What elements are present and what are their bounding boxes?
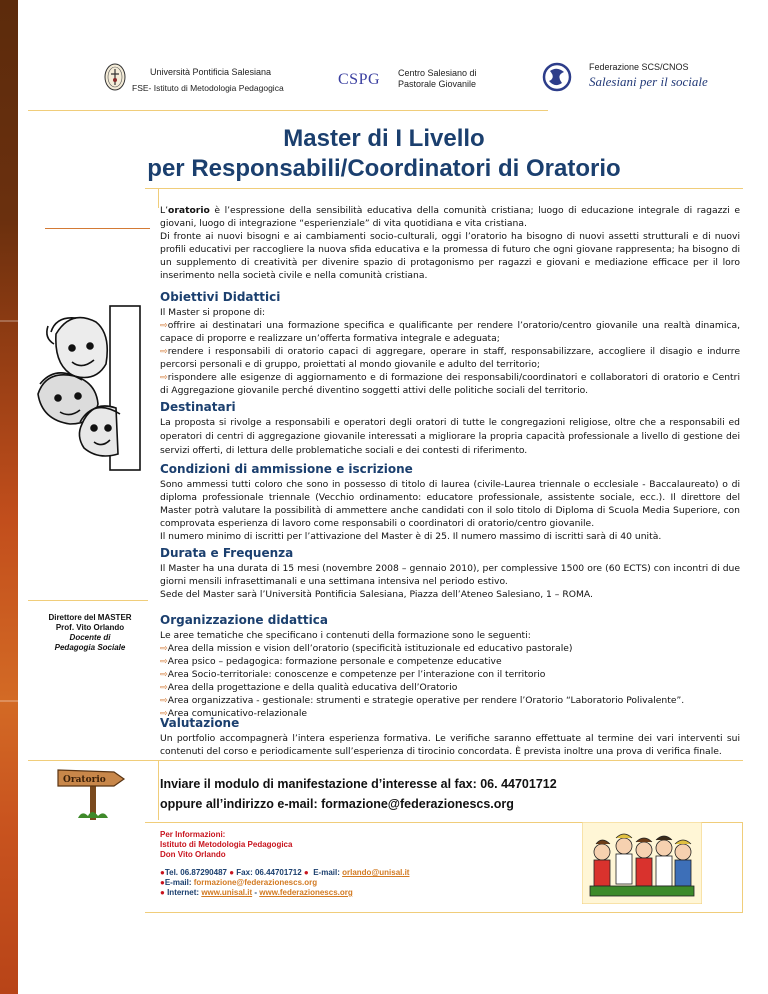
area-item <box>160 681 740 694</box>
area-item-text: Area della mission e vision dell’oratorio (specificità istituzionale ed educativo pastorale) <box>167 643 573 654</box>
web-link-federazione[interactable]: www.federazionescs.org <box>259 888 353 897</box>
email-link-orlando[interactable]: orlando@unisal.it <box>342 868 410 877</box>
cspg-logo: CSPG <box>338 71 381 88</box>
title-line2: per Responsabili/Coordinatori di Oratorio <box>147 155 621 182</box>
institute-name: FSE- Istituto di Metodologia Pedagogica <box>132 83 284 93</box>
obiettivi-item <box>160 371 740 397</box>
email2-label: E-mail: <box>164 878 192 887</box>
obiettivi-item <box>160 345 740 371</box>
intro-lead: L’ <box>160 205 169 216</box>
contact-line-3 <box>160 888 409 898</box>
signpost-label: Oratorio <box>63 775 106 785</box>
director-line4: Pedagogia Sociale <box>54 643 126 652</box>
cnos-logo-icon <box>540 62 574 92</box>
kids-group-illustration <box>582 822 702 904</box>
area-item <box>160 668 740 681</box>
arrow-icon: ⇨ <box>160 643 168 654</box>
arrow-icon: ⇨ <box>160 656 168 667</box>
intro-bold: oratorio <box>168 205 210 216</box>
info-person: Don Vito Orlando <box>160 850 226 859</box>
header-rule <box>28 110 548 111</box>
title-line1: Master di I Livello <box>283 125 485 152</box>
valutazione-text: Un portfolio accompagnerà l’intera esperienza formativa. Le verifiche saranno effettuate al termine dei vari interventi sui contenuti del corso e periodicamente sull’esperienza di tirocinio concordata. È prevista inoltre una prova di verifica finale. <box>160 733 740 757</box>
arrow-icon: ⇨ <box>160 695 168 706</box>
university-name: Università Pontificia Salesiana <box>150 67 272 77</box>
centro-line2: Pastorale Giovanile <box>398 79 477 89</box>
cta-line1: Inviare il modulo di manifestazione d’interesse al fax: 06. 44701712 <box>160 777 557 791</box>
web-separator: - <box>252 888 260 897</box>
info-institute: Istituto di Metodologia Pedagogica <box>160 840 293 849</box>
email-label: E-mail: <box>313 868 340 877</box>
intro-paragraph-1 <box>160 204 740 230</box>
obiettivi-item-text: rendere i responsabili di oratorio capaci di aggregare, operare in staff, responsabilizzare, accogliere il disagio e indurre percorsi personali e di gruppo, proiettati al mondo giovanile e adulto del territorio; <box>160 346 740 370</box>
area-item <box>160 642 740 655</box>
call-to-action <box>160 774 557 814</box>
durata-body <box>160 562 740 601</box>
section-title-organizzazione: Organizzazione didattica <box>160 613 328 627</box>
arrow-icon: ⇨ <box>160 372 168 383</box>
arrow-icon: ⇨ <box>160 346 168 357</box>
title-rule-tick <box>158 188 159 208</box>
organizzazione-body <box>160 629 740 720</box>
arrow-icon: ⇨ <box>160 682 168 693</box>
section-title-durata: Durata e Frequenza <box>160 546 294 560</box>
area-item-text: Area della progettazione e della qualità educativa dell’Oratorio <box>167 682 458 693</box>
area-item-text: Area comunicativo-relazionale <box>167 708 308 719</box>
obiettivi-intro: Il Master si propone di: <box>160 307 266 318</box>
info-heading: Per Informazioni: <box>160 830 226 839</box>
header-logos <box>0 50 768 110</box>
section-title-obiettivi: Obiettivi Didattici <box>160 290 281 304</box>
destinatari-text: La proposta si rivolge a responsabili e operatori degli oratori di tutte le congregazioni religiose, oltre che a responsabili ed operatori di centri di aggregazione giovanile interessati a migliorare la propria capacità professionale a livello di gestione dei servizi offerti, di lettura delle problematiche sociali e dei contesti di riferimento. <box>160 417 740 456</box>
durata-text2: Sede del Master sarà l’Università Pontificia Salesiana, Piazza dell’Ateneo Salesiano, 1 – ROMA. <box>160 589 593 600</box>
bullet-icon: ● <box>303 868 309 877</box>
bullet-icon: ● <box>229 868 235 877</box>
cta-line2: oppure all’indirizzo e-mail: formazione@federazionescs.org <box>160 797 514 811</box>
arrow-icon: ⇨ <box>160 708 168 719</box>
federazione-name: Federazione SCS/CNOS <box>589 62 689 72</box>
director-line3: Docente di <box>69 633 111 642</box>
condizioni-body <box>160 478 740 543</box>
director-line2: Prof. Vito Orlando <box>55 623 125 632</box>
contact-line-2 <box>160 878 409 888</box>
salesiani-tagline: Salesiani per il sociale <box>589 74 708 89</box>
cta-rule <box>28 760 743 761</box>
title-rule <box>145 188 743 189</box>
email-formazione: formazione@federazionescs.org <box>193 878 318 887</box>
arrow-icon: ⇨ <box>160 669 168 680</box>
centro-line1: Centro Salesiano di <box>398 68 477 78</box>
intro-text <box>160 204 740 282</box>
intro-paragraph-2: Di fronte ai nuovi bisogni e ai cambiamenti socio-culturali, oggi l’oratorio ha bisogno di nuovi assetti strutturali e di nuovi profili educativi per raccogliere la nuova sfida educativa e la promessa di futuro che ogni giovane rappresenta; ha bisogno di un supplemento di creatività per divenire spazio di protagonismo per ragazzi e giovani e mediazione efficace per il loro inserimento nella società civile e nella comunità cristiana. <box>160 231 740 281</box>
page-title <box>0 124 768 184</box>
area-item-text: Area Socio-territoriale: conoscenze e competenze per l’interazione con il territorio <box>167 669 546 680</box>
condizioni-text: Sono ammessi tutti coloro che sono in possesso di titolo di laurea (civile-Laurea triennale o ecclesiale - Baccalaureato) o di diploma professionale triennale (Vecchio ordinamento: educatore professionale, assistente sociale, ecc.). Il direttore del Master potrà valutare la possibilità di ammettere anche candidati con il solo titolo di Diploma di Scuola Media Superiore, con comprovata esperienza di lavoro come responsabili o coordinatori di oratorio/centro giovanile. <box>160 479 740 529</box>
fax-number: Fax: 06.44701712 <box>236 868 302 877</box>
bullet-icon: ● <box>160 878 165 887</box>
phone-number: Tel. 06.87290487 <box>164 868 227 877</box>
director-box <box>40 613 140 653</box>
obiettivi-item-text: offrire ai destinatari una formazione specifica e qualificante per rendere l’oratorio/centro giovanile una realtà dinamica, capace di proporre e realizzare un’offerta formativa integrale e adeguata; <box>160 320 740 344</box>
contact-info <box>160 830 409 898</box>
cta-rule-tick <box>158 760 159 820</box>
durata-text: Il Master ha una durata di 15 mesi (novembre 2008 – gennaio 2010), per complessive 1500 ore (60 ECTS) con incontri di due giorni mensili infrasettimanali e una settimana intensiva nel periodo estivo. <box>160 563 740 587</box>
web-link-unisal[interactable]: www.unisal.it <box>201 888 253 897</box>
oratorio-signpost-icon <box>52 766 132 824</box>
contact-line-1 <box>160 868 409 878</box>
area-item <box>160 694 740 707</box>
area-item <box>160 655 740 668</box>
info-rule-right <box>742 822 743 912</box>
condizioni-text2: Il numero minimo di iscritti per l’attivazione del Master è di 25. Il numero massimo di iscritti sarà di 40 unità. <box>160 531 662 542</box>
director-line1: Direttore del MASTER <box>48 613 132 622</box>
area-item-text: Area psico – pedagogica: formazione personale e competenze educative <box>167 656 502 667</box>
section-title-condizioni: Condizioni di ammissione e iscrizione <box>160 462 413 476</box>
intro-rest: è l’espressione della sensibilità educativa della comunità cristiana; luogo di educazione integrale di ragazzi e giovani, luogo di integrazione “esperienziale” di vita quotidiana e vita cristiana. <box>160 205 740 229</box>
side-accent-rule <box>45 228 150 229</box>
university-seal-icon <box>104 63 126 91</box>
internet-label: Internet: <box>167 888 200 897</box>
bullet-icon: ● <box>160 888 165 897</box>
area-item <box>160 707 740 720</box>
arrow-icon: ⇨ <box>160 320 168 331</box>
director-rule <box>28 600 148 601</box>
organizzazione-intro: Le aree tematiche che specificano i contenuti della formazione sono le seguenti: <box>160 630 531 641</box>
section-title-destinatari: Destinatari <box>160 400 236 414</box>
obiettivi-body <box>160 306 740 397</box>
bullet-icon: ● <box>160 868 165 877</box>
info-rule-bottom <box>145 912 743 913</box>
obiettivi-item <box>160 319 740 345</box>
section-title-valutazione: Valutazione <box>160 716 240 730</box>
children-illustration <box>36 304 144 472</box>
area-item-text: Area organizzativa - gestionale: strumenti e strategie operative per rendere l’Oratorio “Laboratorio Polivalente”. <box>167 695 685 706</box>
obiettivi-item-text: rispondere alle esigenze di aggiornamento e di formazione dei responsabili/coordinatori e collaboratori di oratorio e Centri di Aggregazione giovanile perché diventino soggetti attivi delle politiche sociali del territorio. <box>160 372 740 396</box>
